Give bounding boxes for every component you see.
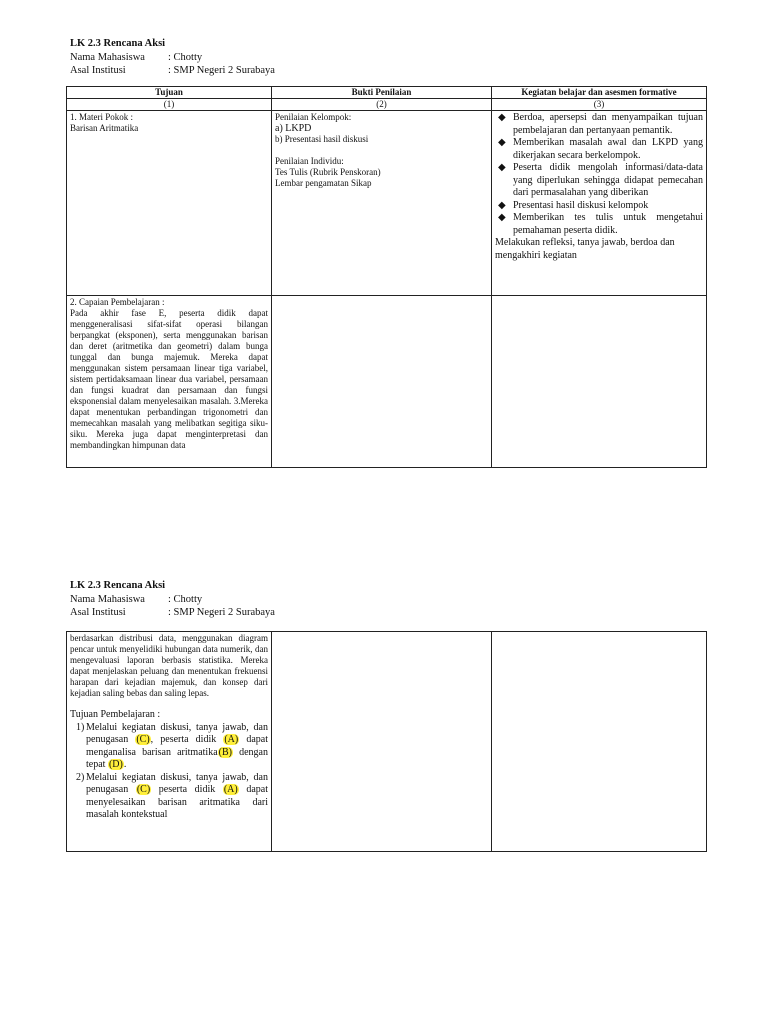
list-item: ◆ Memberikan tes tulis untuk mengetahui pemahaman peserta didik. xyxy=(498,212,703,236)
individu-label: Penilaian Individu: xyxy=(275,156,344,166)
meta-nama xyxy=(70,51,706,64)
tujuan-pembelajaran-label: Tujuan Pembelajaran : xyxy=(70,709,161,720)
empty-cell xyxy=(492,296,707,468)
tujuan-pembelajaran-list xyxy=(70,722,268,822)
list-item: ◆ Berdoa, apersepsi dan menyampaikan tujuan pembelajaran dan pertanyaan pemantik. xyxy=(498,112,703,136)
kegiatan-list xyxy=(495,112,703,237)
capaian-cell xyxy=(67,296,272,468)
diamond-bullet-icon: ◆ xyxy=(498,112,506,123)
meta-institusi-value: : SMP Negeri 2 Surabaya xyxy=(168,607,275,618)
col-number-1: (1) xyxy=(67,99,272,111)
individu-item: Tes Tulis (Rubrik Penskoran) xyxy=(275,167,381,177)
materi-label: 1. Materi Pokok : xyxy=(70,112,133,122)
kelompok-item: b) Presentasi hasil diskusi xyxy=(275,134,369,144)
highlight-a: (A) xyxy=(223,784,238,795)
header-bukti: Bukti Penilaian xyxy=(272,87,492,99)
capaian-text-2: berdasarkan distribusi data, menggunakan diagram pencar untuk menyelidiki hubungan data numerik, dan mengevaluasi laporan berbasis statistika. Mereka dapat menjelaskan peluang dan menentukan frekuensi harapan dari kejadian majemuk, dan konsep dari kejadian saling bebas dan saling lepas. xyxy=(70,633,268,698)
bukti-cell xyxy=(272,111,492,296)
meta-nama xyxy=(70,593,706,606)
meta-nama-value: : Chotty xyxy=(168,594,203,605)
col-number-2: (2) xyxy=(272,99,492,111)
empty-cell xyxy=(272,632,492,852)
capaian-continued-cell xyxy=(67,632,272,852)
materi-cell xyxy=(67,111,272,296)
meta-nama-label: Nama Mahasiswa xyxy=(70,594,145,605)
meta-nama-value: : Chotty xyxy=(168,52,203,63)
meta-institusi xyxy=(70,64,706,77)
rencana-aksi-table-continued xyxy=(66,631,707,852)
empty-cell xyxy=(272,296,492,468)
header-tujuan: Tujuan xyxy=(67,87,272,99)
list-item: 2) Melalui kegiatan diskusi, tanya jawab, dan penugasan (C) peserta didik (A) dapat menyelesaikan barisan aritmatika dari masalah kontekstual xyxy=(76,771,268,820)
empty-cell xyxy=(492,632,707,852)
list-item: ◆ Memberikan masalah awal dan LKPD yang dikerjakan secara berkelompok. xyxy=(498,137,703,161)
kelompok-item: a) LKPD xyxy=(275,123,312,134)
page-2 xyxy=(66,580,706,852)
meta-nama-label: Nama Mahasiswa xyxy=(70,52,145,63)
meta-institusi-value: : SMP Negeri 2 Surabaya xyxy=(168,65,275,76)
highlight-c: (C) xyxy=(136,734,150,745)
kelompok-label: Penilaian Kelompok: xyxy=(275,112,352,122)
highlight-b: (B) xyxy=(218,746,232,758)
capaian-text-1: Pada akhir fase E, peserta didik dapat menggeneralisasi sifat-sifat operasi bilangan berpangkat (eksponen), serta menggunakan barisan dan deret (aritmetika dan geometri) dalam bunga tunggal dan bunga majemuk. Mereka dapat menggunakan sistem persamaan linear tiga variabel, sistem pertidaksamaan linear dua variabel, persamaan dan fungsi kuadrat dan persamaan dan fungsi eksponensial dalam menyelesaikan masalah. 3.Mereka dapat menentukan perbandingan trigonometri dan memecahkan masalah yang melibatkan segitiga siku-siku. Mereka juga dapat menginterpretasi dan membandingkan himpunan data xyxy=(70,308,268,450)
diamond-bullet-icon: ◆ xyxy=(498,212,506,223)
capaian-label: 2. Capaian Pembelajaran : xyxy=(70,297,165,307)
individu-item: Lembar pengamatan Sikap xyxy=(275,178,372,188)
highlight-a: (A) xyxy=(224,734,239,745)
doc-title: LK 2.3 Rencana Aksi xyxy=(70,38,166,49)
header-kegiatan: Kegiatan belajar dan asesmen formative xyxy=(492,87,707,99)
page-1 xyxy=(66,38,706,468)
meta-institusi-label: Asal Institusi xyxy=(70,65,126,76)
highlight-c: (C) xyxy=(136,784,151,795)
list-item: ◆ Presentasi hasil diskusi kelompok xyxy=(498,199,649,211)
kegiatan-closing: Melakukan refleksi, tanya jawab, berdoa dan mengakhiri kegiatan xyxy=(495,237,675,261)
highlight-d: (D) xyxy=(108,759,123,770)
rencana-aksi-table xyxy=(66,86,707,468)
list-item: 1) Melalui kegiatan diskusi, tanya jawab, dan penugasan (C), peserta didik (A) dapat menganalisa barisan aritmatika(B) dengan tepat (D). xyxy=(76,721,268,770)
diamond-bullet-icon: ◆ xyxy=(498,162,506,173)
doc-title: LK 2.3 Rencana Aksi xyxy=(70,580,166,591)
diamond-bullet-icon: ◆ xyxy=(498,137,506,148)
col-number-3: (3) xyxy=(492,99,707,111)
materi-value: Barisan Aritmatika xyxy=(70,123,139,133)
meta-institusi-label: Asal Institusi xyxy=(70,607,126,618)
meta-institusi xyxy=(70,606,706,619)
diamond-bullet-icon: ◆ xyxy=(498,199,506,211)
kegiatan-cell xyxy=(492,111,707,296)
list-item: ◆ Peserta didik mengolah informasi/data-data yang diperlukan sehingga didapat pemecahan dari permasalahan yang diberikan xyxy=(498,162,703,198)
